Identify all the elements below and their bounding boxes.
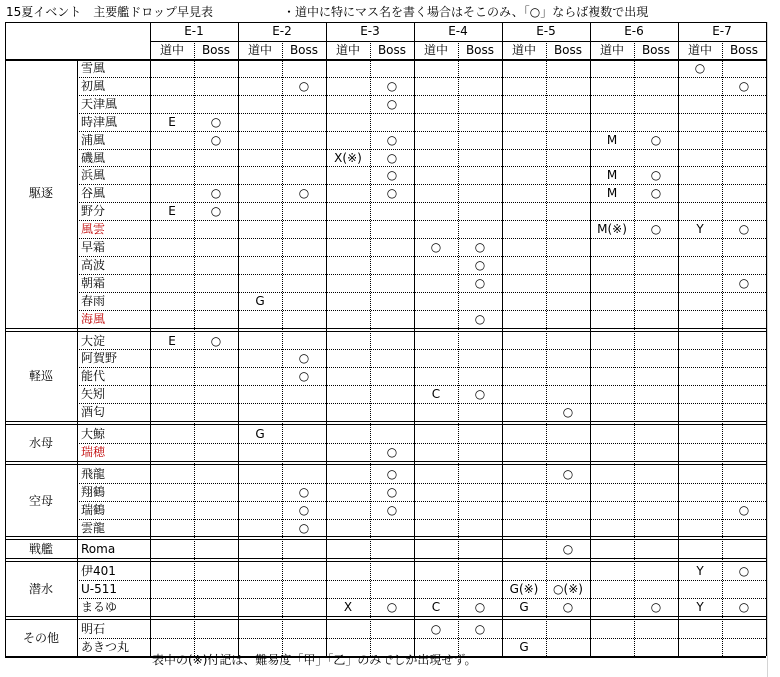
drop-mark: M [606,186,618,201]
category-label: 空母 [28,493,53,508]
drop-mark: ○ [430,240,442,254]
row-line [77,95,766,96]
drop-mark: ○ [210,114,222,129]
area-header-e-7: E-7 [712,24,732,38]
row-line [77,77,766,78]
category-label: 戦艦 [28,542,53,557]
row-line [77,149,766,150]
drop-mark: ○ [650,186,662,201]
subheader-route: 道中 [247,43,272,57]
ship-name: 早霜 [81,240,106,254]
ship-name: Roma [81,542,116,557]
row-line [77,443,766,444]
drop-mark: ○(※) [553,582,583,597]
row-line [77,310,766,311]
ship-name: 大淀 [81,333,106,348]
ship-name: 天津風 [81,96,118,111]
row-line [77,519,766,520]
drop-mark: ○ [738,564,750,579]
drop-mark: X(※) [334,150,362,165]
ship-name: 伊401 [81,564,116,579]
area-header-e-4: E-4 [448,24,468,38]
ship-name: U-511 [81,582,118,597]
drop-mark: ○ [386,444,398,459]
sheet-gridline [767,22,768,677]
drop-mark: ○ [738,600,750,615]
ship-name: 初風 [81,78,106,93]
category-separator [5,328,766,329]
subheader-route: 道中 [511,43,536,57]
category-separator [5,558,766,559]
ship-name: 矢矧 [81,387,106,402]
drop-mark: ○ [738,502,750,517]
subheader-route: 道中 [159,43,184,57]
category-separator [5,331,766,332]
drop-mark: ○ [474,275,486,290]
drop-mark: ○ [210,333,222,348]
subheader-boss: Boss [553,43,583,57]
row-line [77,292,766,293]
drop-mark: ○ [650,132,662,147]
drop-mark: ○ [386,168,398,183]
ship-name: 海風 [81,311,106,326]
drop-mark: ○ [386,600,398,615]
ship-name: あきつ丸 [81,639,130,654]
drop-mark: ○ [298,502,310,517]
drop-mark: M(※) [597,222,627,237]
row-line [77,367,766,368]
subheader-boss: Boss [377,43,407,57]
row-line [77,501,766,502]
drop-mark: ○ [386,186,398,201]
ship-name: 酒匂 [81,405,106,420]
ship-name: 風雲 [81,222,106,237]
drop-mark: C [431,600,441,615]
area-header-e-6: E-6 [624,24,644,38]
drop-mark: ○ [298,351,310,366]
drop-mark: ○ [738,275,750,290]
drop-mark: ○ [210,132,222,147]
drop-mark: M [606,132,618,147]
row-line [77,256,766,257]
drop-mark: ○ [386,502,398,517]
drop-mark: Y [696,564,704,579]
category-separator [5,424,766,425]
category-separator [5,421,766,422]
ship-name: 翔鶴 [81,484,106,499]
category-separator [5,461,766,462]
ship-name: 時津風 [81,114,118,129]
drop-mark: G [255,427,265,441]
drop-mark: ○ [650,168,662,183]
subheader-route: 道中 [335,43,360,57]
header-bottom-line [5,59,766,61]
drop-mark: ○ [650,222,662,237]
drop-mark: ○ [562,405,574,420]
drop-mark: ○ [210,186,222,201]
drop-mark: Y [696,222,704,237]
right-border [766,22,767,656]
category-separator [5,616,766,617]
drop-mark: ○ [738,222,750,237]
drop-mark: ○ [474,622,486,636]
category-separator [5,539,766,540]
ship-name: 春雨 [81,293,106,308]
drop-mark: X [343,600,353,615]
ship-name: 朝霜 [81,275,106,290]
category-separator [5,464,766,465]
drop-mark: C [431,387,441,402]
drop-mark: ○ [386,78,398,93]
drop-mark: ○ [386,132,398,147]
route-boss-divider [546,41,547,656]
drop-mark: ○ [562,466,574,481]
ship-name: まるゆ [81,600,118,615]
route-boss-divider [458,41,459,656]
route-boss-divider [282,41,283,656]
ship-name: 雪風 [81,61,106,75]
drop-mark: ○ [694,61,706,75]
subheader-route: 道中 [687,43,712,57]
category-label: 水母 [28,435,53,450]
drop-mark: G(※) [509,582,539,597]
ship-name: 瑞穂 [81,444,106,459]
category-separator [5,561,766,562]
drop-mark: G [255,293,265,308]
row-line [77,349,766,350]
drop-mark: ○ [562,542,574,557]
ship-name: 瑞鶴 [81,502,106,517]
row-line [77,580,766,581]
row-line [77,483,766,484]
category-label: 軽巡 [28,369,53,384]
drop-mark: ○ [298,369,310,384]
sheet-title: 15夏イベント 主要艦ドロップ早見表 [6,5,214,19]
subheader-route: 道中 [599,43,624,57]
area-header-e-2: E-2 [272,24,292,38]
drop-mark: ○ [738,78,750,93]
ship-name: 高波 [81,257,106,272]
drop-mark: G [519,600,529,615]
drop-mark: ○ [298,520,310,535]
ship-name: 浦風 [81,132,106,147]
area-header-e-1: E-1 [184,24,204,38]
drop-mark: ○ [562,600,574,615]
subheader-route: 道中 [423,43,448,57]
drop-mark: ○ [474,257,486,272]
drop-mark: ○ [430,622,442,636]
drop-mark: Y [696,600,704,615]
category-label: 駆逐 [28,186,53,201]
drop-mark: M [606,168,618,183]
drop-mark: E [168,204,176,219]
category-separator [5,536,766,537]
drop-mark: ○ [386,96,398,111]
ship-name: 飛龍 [81,466,106,481]
drop-mark: E [168,333,176,348]
drop-mark: G [519,639,529,654]
ship-name: 阿賀野 [81,351,118,366]
row-line [77,638,766,639]
ship-name: 磯風 [81,150,106,165]
area-header-e-3: E-3 [360,24,380,38]
ship-name: 谷風 [81,186,106,201]
subheader-boss: Boss [729,43,759,57]
ship-name: 大鯨 [81,427,106,441]
sheet-note: ・道中に特にマス名を書く場合はそこのみ、「○」ならば複数で出現 [283,5,649,19]
row-line [77,274,766,275]
drop-mark: ○ [474,240,486,254]
area-header-e-5: E-5 [536,24,556,38]
drop-mark: ○ [298,484,310,499]
drop-mark: ○ [386,466,398,481]
drop-mark: ○ [474,600,486,615]
drop-mark: ○ [386,150,398,165]
subheader-boss: Boss [465,43,495,57]
drop-mark: ○ [298,186,310,201]
drop-mark: ○ [474,311,486,326]
subheader-boss: Boss [201,43,231,57]
category-label: その他 [22,630,59,645]
drop-mark: ○ [298,78,310,93]
subheader-boss: Boss [289,43,319,57]
category-separator [5,619,766,620]
ship-name: 浜風 [81,168,106,183]
drop-mark: ○ [474,387,486,402]
row-line [77,403,766,404]
drop-mark: E [168,114,176,129]
subheader-boss: Boss [641,43,671,57]
ship-name: 野分 [81,204,106,219]
footnote: 表中の(※)付記は、難易度「甲」「乙」のみでしか出現せず。 [152,653,477,667]
drop-mark: ○ [386,484,398,499]
ship-name: 雲龍 [81,520,106,535]
drop-mark: ○ [210,204,222,219]
ship-name: 能代 [81,369,106,384]
ship-name: 明石 [81,622,106,636]
drop-mark: ○ [650,600,662,615]
category-label: 潜水 [28,582,53,597]
